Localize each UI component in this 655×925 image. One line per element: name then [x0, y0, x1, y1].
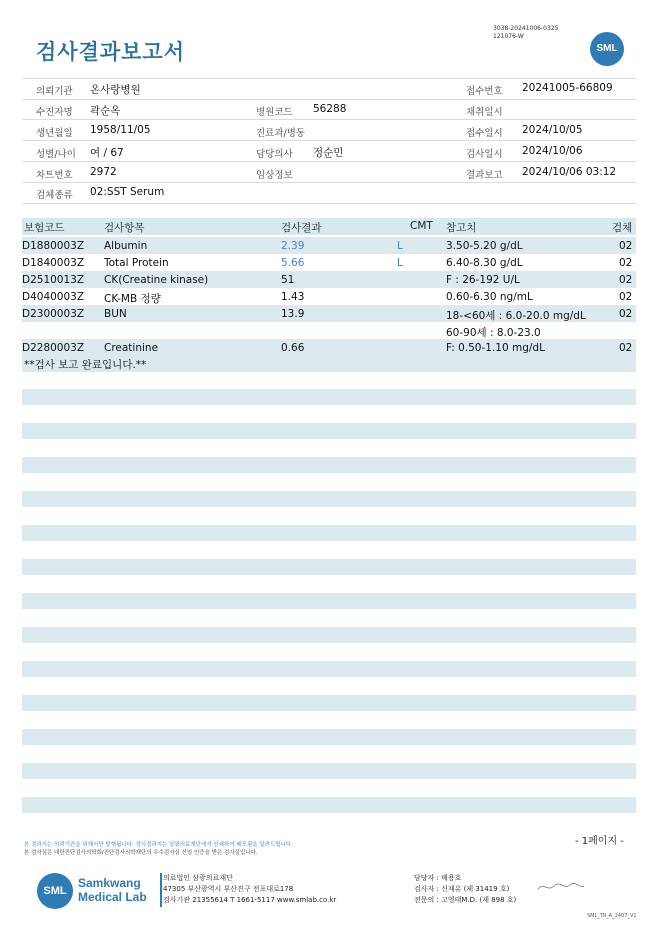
sexage-value: 여 / 67 [90, 147, 124, 159]
page-number: - 1페이지 - [575, 836, 624, 847]
header-specimen: 검체 [612, 222, 633, 234]
header-cmt: CMT [410, 220, 433, 232]
divider [22, 78, 636, 79]
chart-label: 차트번호 [36, 170, 73, 181]
specimen-value: 02:SST Serum [90, 186, 165, 198]
hospital-value: 온사랑병원 [90, 84, 141, 96]
accession-value: 20241005-66809 [522, 82, 613, 94]
org-line-2: 47305 부산광역시 부산진구 전포대로178 [163, 885, 294, 893]
doctor-value: 정순민 [313, 147, 344, 159]
cell-flag: L [397, 240, 403, 252]
sexage-label: 성별/나이 [36, 149, 76, 160]
cell-result: 51 [281, 274, 295, 286]
completion-note: **검사 보고 완료입니다.** [24, 359, 147, 371]
hospcode-value: 56288 [313, 103, 347, 115]
empty-band [22, 593, 636, 609]
divider [22, 161, 636, 162]
name-label: 수진자명 [36, 107, 73, 118]
cell-code: D1880003Z [22, 240, 85, 252]
staff-line-1: 담당자 : 배용호 [414, 874, 462, 882]
specimen-label: 검체종류 [36, 190, 73, 201]
cell-ref: 18-<60세 : 6.0-20.0 mg/dL [446, 310, 586, 322]
doc-id-line-2: 121076-W [493, 33, 524, 40]
corp-name [78, 876, 147, 904]
hospital-label: 의뢰기관 [36, 86, 73, 97]
cell-spec: 02 [619, 274, 633, 286]
chart-value: 2972 [90, 166, 117, 178]
received-value: 2024/10/05 [522, 124, 583, 136]
empty-band [22, 729, 636, 745]
cell-spec: 02 [619, 342, 633, 354]
cell-spec: 02 [619, 308, 633, 320]
document-id [493, 25, 558, 41]
divider [22, 140, 636, 141]
cell-item: Creatinine [104, 342, 159, 354]
cell-item: Total Protein [104, 257, 169, 269]
cell-code: D1840003Z [22, 257, 85, 269]
cell-result: 2.39 [281, 240, 305, 252]
reported-value: 2024/10/06 03:12 [522, 166, 617, 178]
reported-label: 결과보고 [466, 170, 503, 181]
received-label: 접수일시 [466, 128, 503, 139]
notice-2: 본 검사실은 대한진단검사의학회/진단검사의학재단의 우수검사실 신임 인증을 받은 검사실입니다. [24, 850, 258, 856]
footer-divider [160, 873, 162, 907]
cell-ref: 0.60-6.30 ng/mL [446, 291, 533, 303]
hospcode-label: 병원코드 [256, 107, 293, 118]
collect-label: 채취일시 [466, 107, 503, 118]
report-title: 검사결과보고서 [36, 40, 186, 64]
tested-value: 2024/10/06 [522, 145, 583, 157]
doctor-label: 담당의사 [256, 149, 293, 160]
divider [22, 182, 636, 183]
cell-result: 0.66 [281, 342, 305, 354]
cell-result: 1.43 [281, 291, 305, 303]
sml-logo: SML [590, 32, 624, 66]
staff-line-2: 검사자 : 신재유 (제 31419 호) [414, 885, 510, 893]
dob-value: 1958/11/05 [90, 124, 151, 136]
cell-ref: F : 26-192 U/L [446, 274, 520, 286]
empty-band [22, 525, 636, 541]
cell-result: 13.9 [281, 308, 305, 320]
empty-band [22, 457, 636, 473]
cell-item: Albumin [104, 240, 148, 252]
cell-ref: 3.50-5.20 g/dL [446, 240, 523, 252]
cell-ref: F: 0.50-1.10 mg/dL [446, 342, 545, 354]
cell-spec: 02 [619, 257, 633, 269]
corp-line-1: Samkwang [78, 876, 141, 890]
signature-icon [536, 880, 586, 894]
cell-item: CK(Creatine kinase) [104, 274, 209, 286]
header-code: 보험코드 [24, 222, 65, 234]
empty-band [22, 559, 636, 575]
cell-code: D2510013Z [22, 274, 85, 286]
staff-line-3: 전문의 : 고영태M.D. (제 898 호) [414, 896, 517, 904]
name-value: 곽순옥 [90, 105, 121, 117]
cell-code: D2280003Z [22, 342, 85, 354]
empty-band [22, 695, 636, 711]
header-item: 검사항목 [104, 222, 145, 234]
staff-info [414, 873, 516, 906]
cell-item: BUN [104, 308, 127, 320]
empty-band [22, 797, 636, 813]
footer-sml-logo: SML [37, 873, 73, 909]
empty-band [22, 661, 636, 677]
org-info [163, 873, 336, 906]
cell-spec: 02 [619, 240, 633, 252]
empty-band [22, 763, 636, 779]
divider [22, 119, 636, 120]
notice-1: 본 결과지는 의뢰기관을 위해서만 발행됩니다. 정식결과지는 삼광의료재단에서 인쇄하여 배포됨을 알려드립니다. [24, 842, 293, 848]
cell-spec: 02 [619, 291, 633, 303]
header-ref: 참고치 [446, 222, 477, 234]
form-code: SML_TR_A_2407_V1 [587, 913, 637, 919]
dept-label: 진료과/병동 [256, 128, 306, 139]
cell-code: D4040003Z [22, 291, 85, 303]
cell-ref: 60-90세 : 8.0-23.0 [446, 327, 541, 339]
accession-label: 접수번호 [466, 86, 503, 97]
cell-ref: 6.40-8.30 g/dL [446, 257, 523, 269]
empty-band [22, 627, 636, 643]
cell-code: D2300003Z [22, 308, 85, 320]
cell-result: 5.66 [281, 257, 305, 269]
divider [22, 99, 636, 100]
corp-line-2: Medical Lab [78, 890, 147, 904]
cell-item: CK-MB 정량 [104, 293, 161, 305]
tested-label: 검사일시 [466, 149, 503, 160]
clinical-label: 임상정보 [256, 170, 293, 181]
empty-band [22, 491, 636, 507]
dob-label: 생년월일 [36, 128, 73, 139]
divider [22, 203, 636, 204]
org-line-3: 검사기관 21355614 T 1661-5117 www.smlab.co.kr [163, 896, 337, 904]
empty-band [22, 423, 636, 439]
org-line-1: 의료법인 삼광의료재단 [163, 874, 233, 882]
cell-flag: L [397, 257, 403, 269]
empty-band [22, 389, 636, 405]
header-result: 검사결과 [281, 222, 322, 234]
doc-id-line-1: 3038-20241006-0325 [493, 25, 559, 32]
